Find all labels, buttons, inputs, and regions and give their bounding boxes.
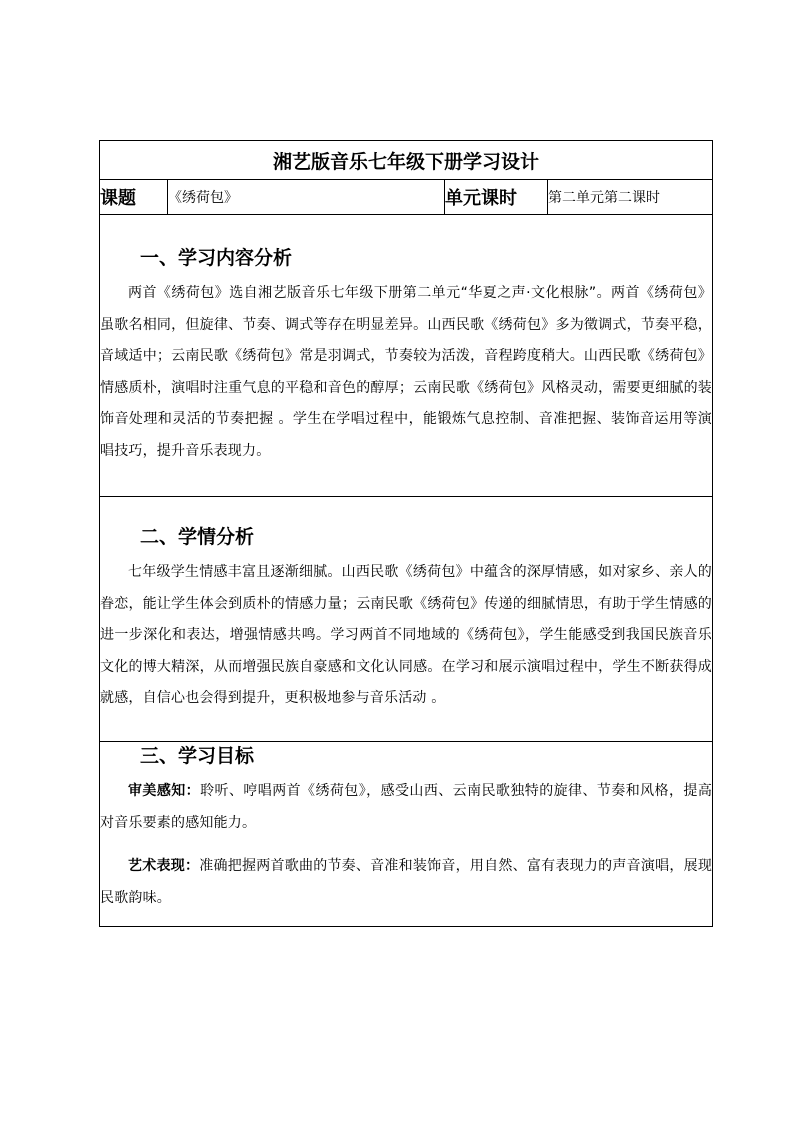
section-paragraph: 七年级学生情感丰富且逐渐细腻。山西民歌《绣荷包》中蕴含的深厚情感，如对家乡、亲人的眷恋，能让学生体会到质朴的情感力量；云南民歌《绣荷包》传递的细腻情思，有助于学生情感的进一步深化和表达，增强情感共鸣。学习两首不同地域的《绣荷包》，学生能感受到我国民族音乐文化的博大精深，从而增强民族自豪感和文化认同感。在学习和展示演唱过程中，学生不断获得成就感，自信心也会得到提升，更积极地参与音乐活动 。 — [100, 564, 713, 707]
goal-label: 艺术表现： — [128, 858, 200, 874]
section-heading: 一、学习内容分析 — [140, 247, 293, 269]
goal-label: 审美感知： — [128, 783, 201, 799]
section-learning-goals — [100, 742, 713, 927]
section-heading: 三、学习目标 — [140, 745, 255, 767]
goal-item — [100, 851, 712, 914]
goal-text: 聆听、哼唱两首《绣荷包》，感受山西、云南民歌独特的旋律、节奏和风格，提高对音乐要素的感知能力。 — [100, 783, 713, 831]
section-content-analysis — [100, 215, 713, 497]
course-value: 《绣荷包》 — [168, 180, 445, 215]
lesson-design-table — [99, 140, 713, 927]
course-label: 课题 — [100, 180, 168, 215]
section-student-analysis — [100, 497, 713, 742]
section-paragraph: 两首《绣荷包》选自湘艺版音乐七年级下册第二单元“华夏之声·文化根脉”。两首《绣荷包》虽歌名相同，但旋律、节奏、调式等存在明显差异。山西民歌《绣荷包》多为徵调式，节奏平稳，音域适中；云南民歌《绣荷包》常是羽调式，节奏较为活泼，音程跨度稍大。山西民歌《绣荷包》情感质朴，演唱时注重气息的平稳和音色的醇厚；云南民歌《绣荷包》风格灵动，需要更细腻的装饰音处理和灵活的节奏把握 。学生在学唱过程中，能锻炼气息控制、音准把握、装饰音运用等演唱技巧，提升音乐表现力。 — [100, 285, 713, 459]
document-title: 湘艺版音乐七年级下册学习设计 — [100, 141, 713, 180]
goal-text: 准确把握两首歌曲的节奏、音准和装饰音，用自然、富有表现力的声音演唱，展现民歌韵味。 — [100, 858, 713, 906]
unit-label: 单元课时 — [445, 180, 548, 215]
goal-item — [100, 776, 712, 839]
section-heading: 二、学情分析 — [140, 526, 255, 549]
unit-value: 第二单元第二课时 — [548, 180, 713, 215]
